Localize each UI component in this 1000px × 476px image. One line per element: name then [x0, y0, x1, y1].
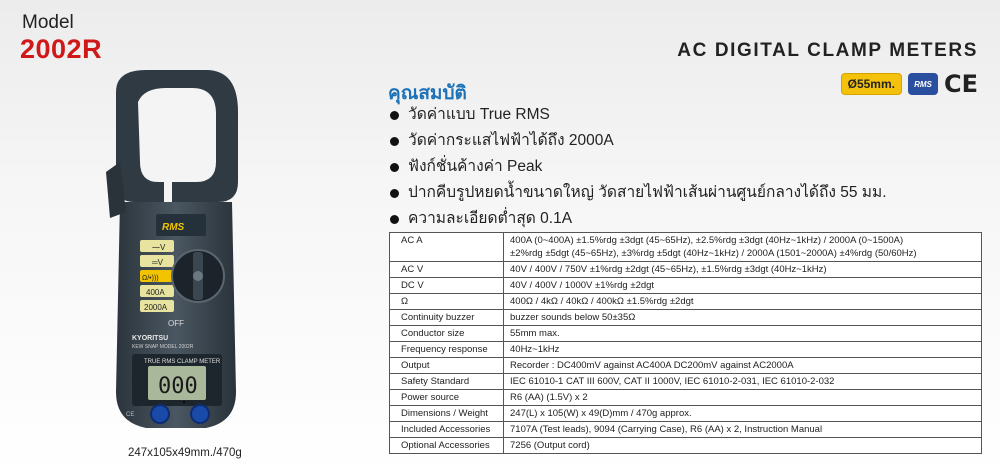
spec-label: Safety Standard	[390, 374, 504, 390]
spec-value: R6 (AA) (1.5V) x 2	[504, 390, 982, 406]
features-heading: คุณสมบัติ	[388, 83, 467, 104]
spec-value: 400A (0~400A) ±1.5%rdg ±3dgt (45~65Hz), ±2.5%rdg ±3dgt (40Hz~1kHz) / 2000A (0~1500A) ±2%rdg ±5dgt (45~65Hz), ±3%rdg ±5dgt (40Hz~1kHz) / 2000A (1501~2000A) ±4%rdg (50/60Hz)	[504, 233, 982, 262]
bullet-icon	[390, 189, 399, 198]
bullet-icon	[390, 137, 399, 146]
spec-value: 55mm max.	[504, 326, 982, 342]
table-row	[390, 278, 982, 294]
dial-label-400a: 400A	[146, 288, 165, 297]
table-row	[390, 262, 982, 278]
dial-label-2000a: 2000A	[144, 303, 168, 312]
dial-label-off: OFF	[168, 319, 184, 328]
spec-value: 40V / 400V / 750V ±1%rdg ±2dgt (45~65Hz), ±1.5%rdg ±3dgt (40Hz~1kHz)	[504, 262, 982, 278]
dial-label-ohm: Ω/•)))	[142, 275, 159, 282]
table-row	[390, 294, 982, 310]
page-title: AC DIGITAL CLAMP METERS	[677, 40, 978, 61]
spec-value: buzzer sounds below 50±35Ω	[504, 310, 982, 326]
svg-text:CE: CE	[126, 412, 135, 418]
spec-value: Recorder : DC400mV against AC400A DC200mV against AC2000A	[504, 358, 982, 374]
table-row	[390, 233, 982, 262]
feature-item: วัดค่าแบบ True RMS	[388, 102, 887, 128]
badge-row	[841, 70, 978, 98]
true-rms-logo-icon: RMS	[908, 73, 938, 95]
model-number: 2002R	[20, 34, 103, 64]
table-row	[390, 390, 982, 406]
panel-label: TRUE RMS CLAMP METER	[144, 359, 221, 365]
table-row	[390, 422, 982, 438]
model-label: Model	[22, 12, 74, 33]
spec-value: 247(L) x 105(W) x 49(D)mm / 470g approx.	[504, 406, 982, 422]
features-list	[388, 102, 887, 232]
spec-table	[389, 232, 982, 454]
model-subtitle: KEW SNAP MODEL 2002R	[132, 344, 194, 350]
table-row	[390, 358, 982, 374]
spec-label: Frequency response	[390, 342, 504, 358]
table-row	[390, 374, 982, 390]
spec-label: Optional Accessories	[390, 438, 504, 454]
table-row	[390, 406, 982, 422]
spec-label: Continuity buzzer	[390, 310, 504, 326]
spec-label: Included Accessories	[390, 422, 504, 438]
clamp-meter-image	[96, 62, 256, 442]
feature-item: วัดค่ากระแสไฟฟ้าได้ถึง 2000A	[388, 128, 887, 154]
spec-value: 400Ω / 4kΩ / 40kΩ / 400kΩ ±1.5%rdg ±2dgt	[504, 294, 982, 310]
spec-label: Ω	[390, 294, 504, 310]
spec-value: 40Hz~1kHz	[504, 342, 982, 358]
bullet-icon	[390, 111, 399, 120]
spec-label: Power source	[390, 390, 504, 406]
spec-label: Dimensions / Weight	[390, 406, 504, 422]
feature-item: ความละเอียดต่ำสุด 0.1A	[388, 206, 887, 232]
bullet-icon	[390, 215, 399, 224]
brand-name: KYORITSU	[132, 335, 169, 342]
lcd-display: 000	[158, 374, 198, 399]
spec-label: AC A	[390, 233, 504, 262]
rms-logo-on-meter: RMS	[162, 222, 185, 233]
spec-value: 7107A (Test leads), 9094 (Carrying Case), R6 (AA) x 2, Instruction Manual	[504, 422, 982, 438]
dimensions-caption: 247x105x49mm./470g	[128, 447, 242, 459]
jaw-size-badge: Ø55mm.	[841, 73, 902, 95]
ce-mark-icon: CE	[943, 70, 978, 98]
table-row	[390, 342, 982, 358]
table-row	[390, 438, 982, 454]
spec-label: Conductor size	[390, 326, 504, 342]
spec-label: DC V	[390, 278, 504, 294]
table-row	[390, 326, 982, 342]
spec-label: AC V	[390, 262, 504, 278]
spec-value: 7256 (Output cord)	[504, 438, 982, 454]
spec-value: IEC 61010-1 CAT III 600V, CAT II 1000V, IEC 61010-2-031, IEC 61010-2-032	[504, 374, 982, 390]
spec-label: Output	[390, 358, 504, 374]
bullet-icon	[390, 163, 399, 172]
dial-label-dcv: ═V	[152, 258, 164, 267]
feature-item: ฟังก์ชั่นค้างค่า Peak	[388, 154, 887, 180]
spec-value: 40V / 400V / 1000V ±1%rdg ±2dgt	[504, 278, 982, 294]
dial-label-acv: ⁓V	[152, 243, 166, 252]
feature-item: ปากคีบรูปหยดน้ำขนาดใหญ่ วัดสายไฟฟ้าเส้นผ่านศูนย์กลางได้ถึง 55 มม.	[388, 180, 887, 206]
table-row	[390, 310, 982, 326]
